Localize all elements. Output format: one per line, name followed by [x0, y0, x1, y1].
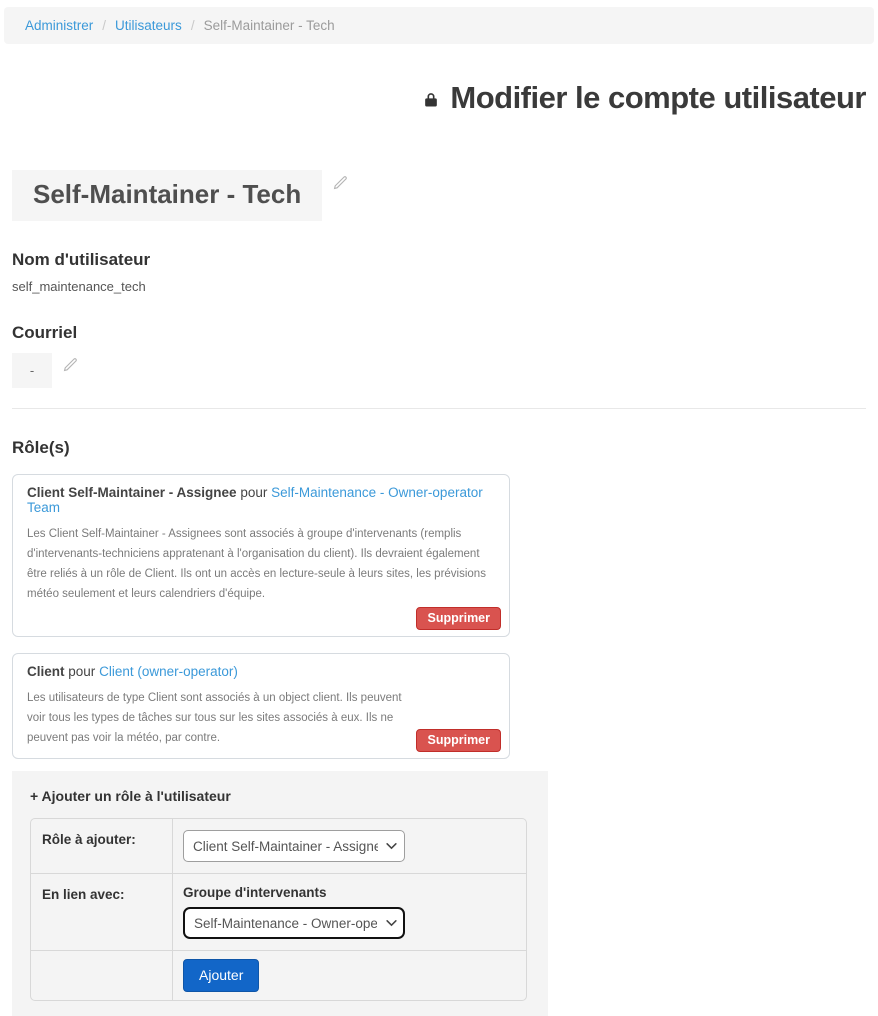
submit-cell [173, 951, 526, 1000]
add-role-section [12, 771, 548, 1016]
display-name-value: Self-Maintainer - Tech [12, 170, 322, 221]
roles-heading: Rôle(s) [12, 438, 70, 457]
lock-icon [424, 89, 438, 108]
edit-email-pencil-icon[interactable] [62, 356, 79, 376]
username-value: self_maintenance_tech [12, 279, 146, 294]
edit-display-name-pencil-icon[interactable] [332, 174, 349, 194]
add-role-submit-button[interactable]: Ajouter [183, 959, 259, 992]
breadcrumb-separator: / [190, 18, 195, 33]
breadcrumb-link-administrer[interactable]: Administrer [25, 18, 94, 33]
role-card-self-maintainer-assignee [12, 474, 510, 637]
breadcrumb [4, 7, 874, 44]
role-to-add-cell [173, 819, 526, 873]
email-value: - [12, 353, 52, 388]
display-name-row [12, 170, 878, 221]
role-to-add-label: Rôle à ajouter: [31, 819, 173, 873]
intervenant-group-label: Groupe d'intervenants [183, 885, 327, 900]
role-name: Client Self-Maintainer - Assignee [27, 485, 237, 500]
role-title [27, 485, 495, 515]
role-connector: pour [240, 485, 268, 500]
role-to-add-select[interactable] [183, 830, 405, 862]
linked-entity-cell [173, 874, 526, 950]
delete-role-button[interactable]: Supprimer [416, 729, 501, 752]
delete-role-button[interactable]: Supprimer [416, 607, 501, 630]
breadcrumb-link-utilisateurs[interactable]: Utilisateurs [115, 18, 182, 33]
breadcrumb-current-page: Self-Maintainer - Tech [203, 18, 335, 33]
submit-row [31, 951, 526, 1000]
role-description: Les Client Self-Maintainer - Assignees sont associés à groupe d'intervenants (remplis d'intervenants-techniciens appratenant à l'organisation du client). Ils devraient également être reliés à un rôle de Client. Ils ont un accès en lecture-seule à leurs sites, les prévisions météo seulement et leurs calendriers d'équipe. [27, 528, 486, 600]
linked-entity-label: En lien avec: [31, 874, 173, 950]
email-row [12, 353, 878, 388]
page-title: Modifier le compte utilisateur [450, 80, 866, 115]
role-to-add-row [31, 819, 526, 874]
role-target-link[interactable]: Client (owner-operator) [99, 664, 238, 679]
role-title [27, 664, 495, 679]
add-role-heading: + Ajouter un rôle à l'utilisateur [30, 788, 231, 804]
page-title-row [0, 80, 878, 116]
role-target-link[interactable]: Self-Maintenance - Owner-operator Team [27, 485, 483, 515]
section-divider [12, 408, 866, 409]
linked-entity-row [31, 874, 526, 951]
role-card-client [12, 653, 510, 759]
breadcrumb-separator: / [102, 18, 107, 33]
role-description: Les utilisateurs de type Client sont associés à un object client. Ils peuvent voir tous les types de tâches sur tous sur les sites associés à eux. Ils ne peuvent pas voir la météo, par contre. [27, 692, 402, 744]
submit-row-empty-cell [31, 951, 173, 1000]
role-name: Client [27, 664, 65, 679]
add-role-form-table [30, 818, 527, 1001]
email-label: Courriel [12, 323, 78, 342]
role-connector: pour [68, 664, 96, 679]
intervenant-group-select[interactable] [183, 907, 405, 939]
username-label: Nom d'utilisateur [12, 250, 151, 269]
